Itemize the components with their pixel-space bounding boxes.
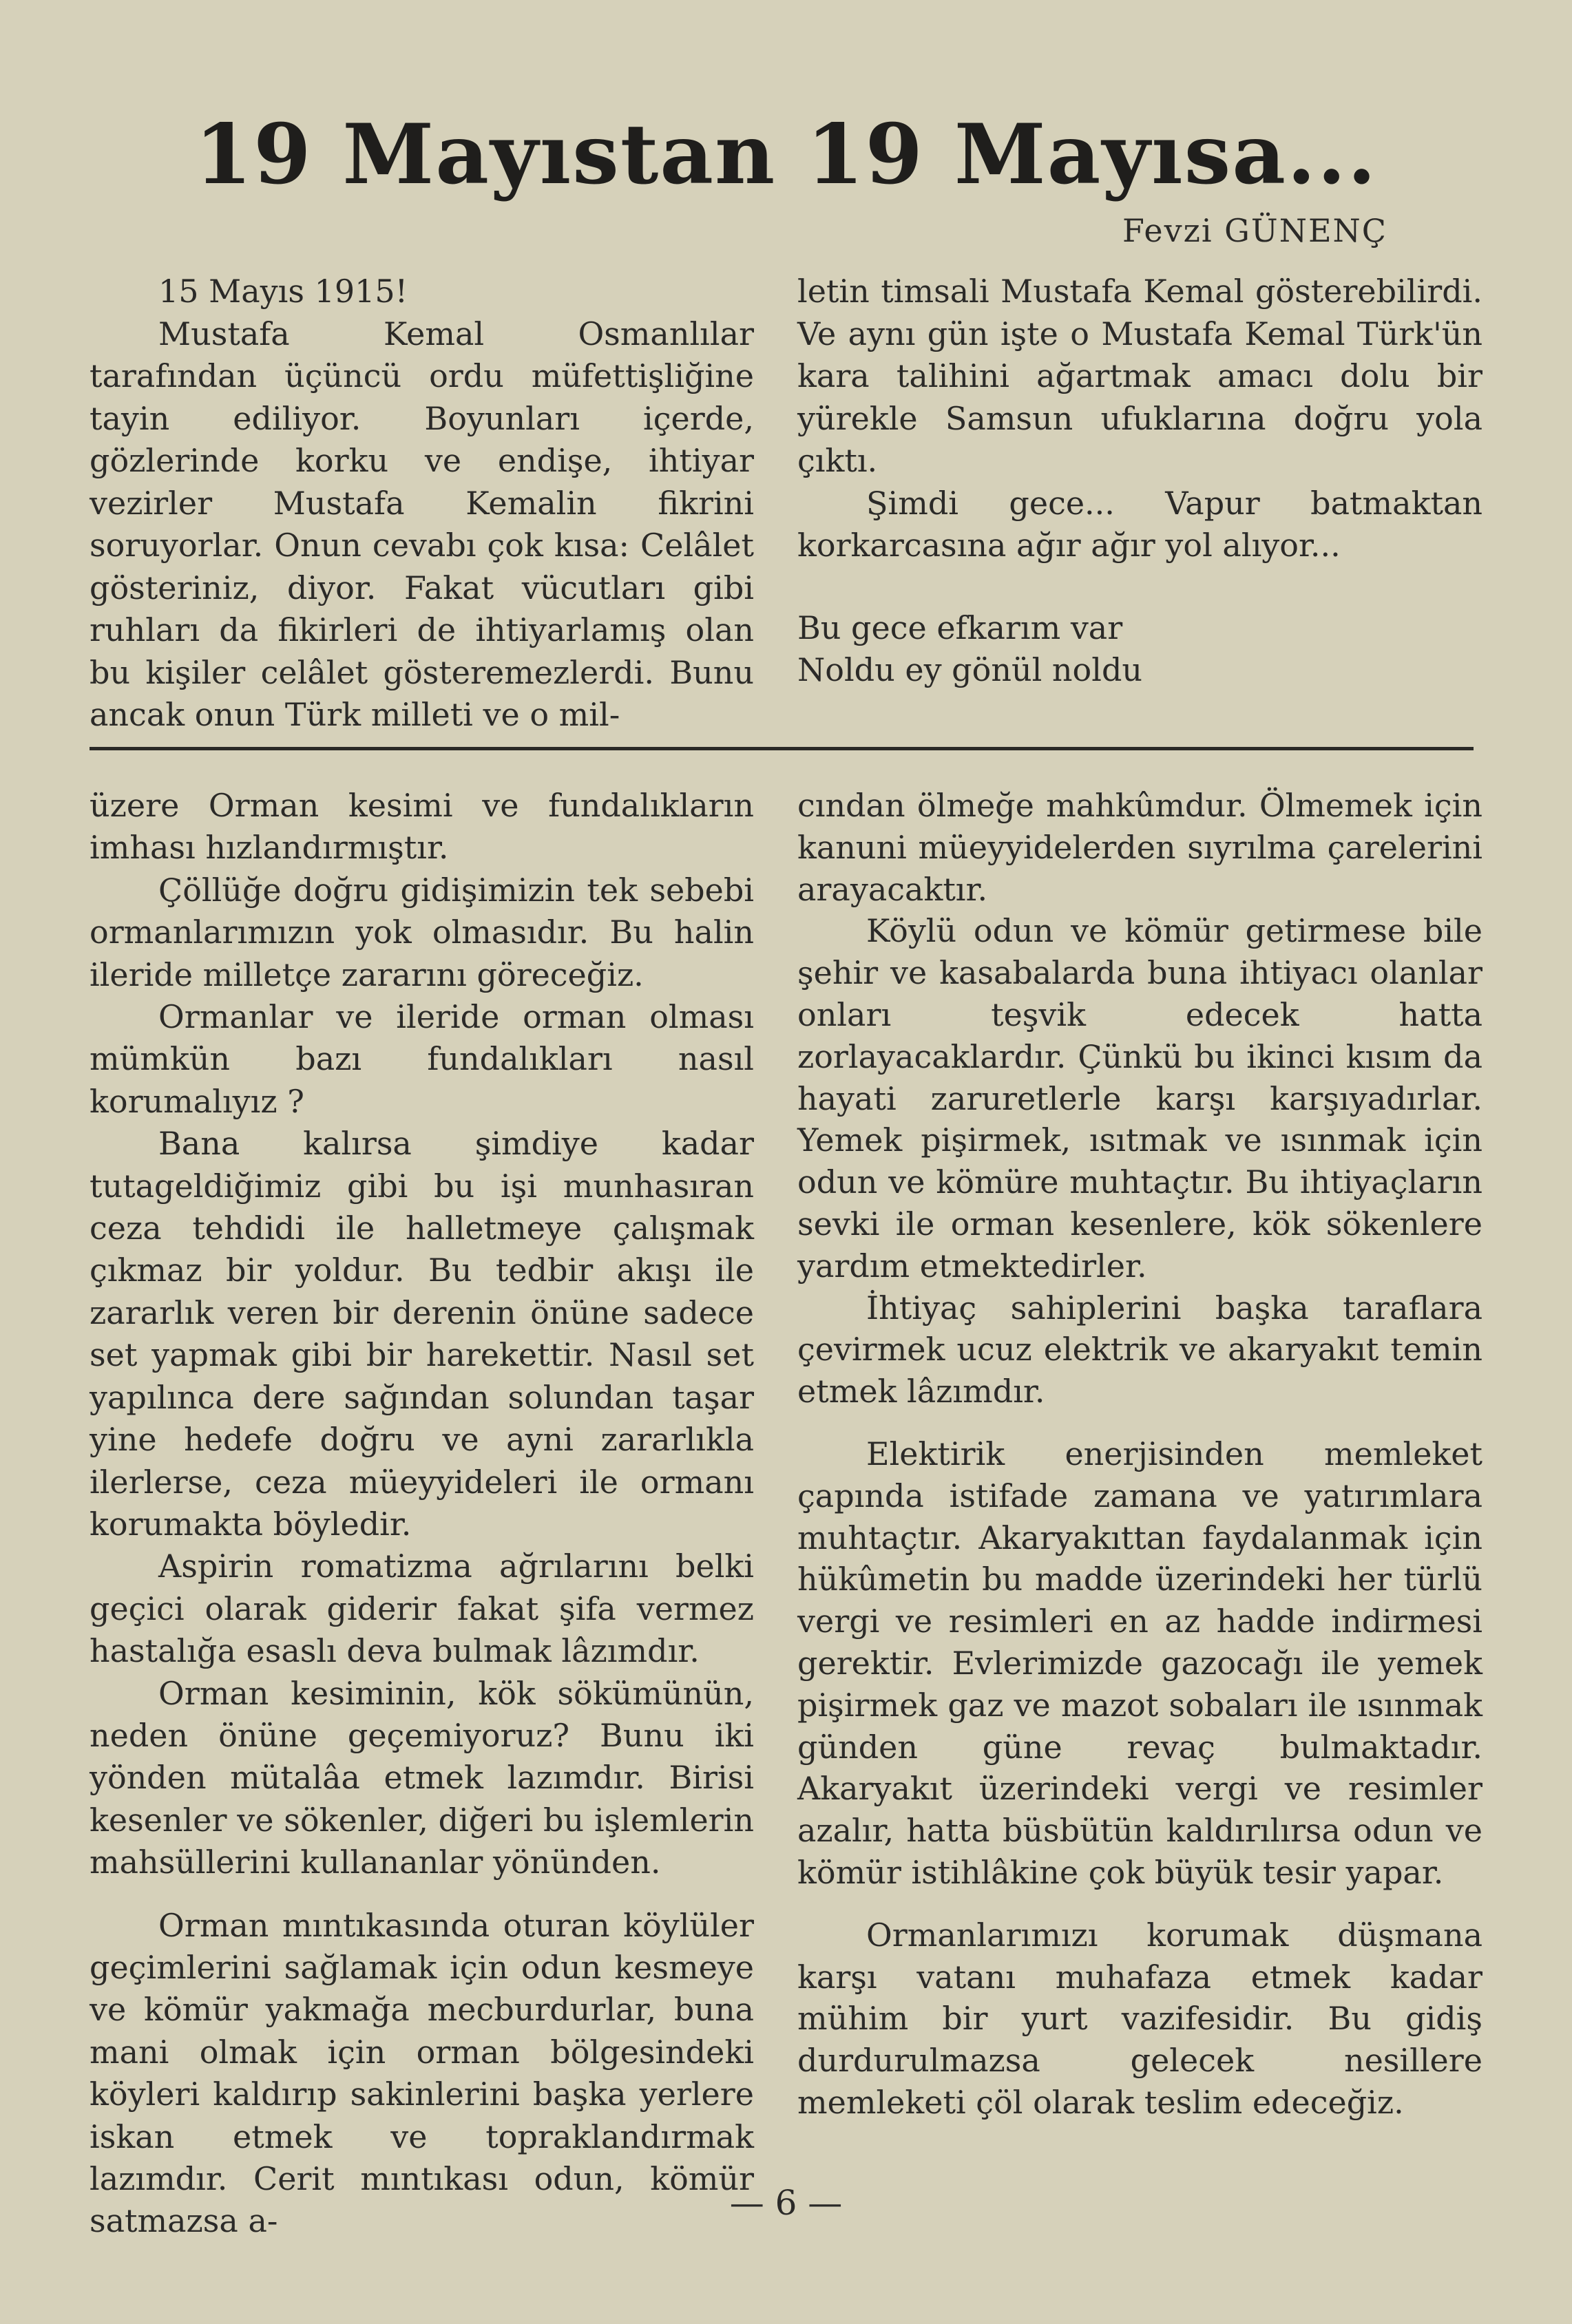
author-name: Fevzi GÜNENÇ — [1122, 212, 1387, 249]
body-paragraph: Çöllüğe doğru gidişimizin tek sebebi ormanlarımızın yok olmasıdır. Bu halin ileride milletçe zararını göreceğiz. — [90, 871, 754, 993]
body-paragraph: Ormanlarımızı korumak düşmana karşı vatanı muhafaza etmek kadar mühim bir yurt vazifesidir. Bu gidiş durdurulmazsa gelecek nesillere memleketi çöl olarak teslim edeceğiz. — [797, 1916, 1482, 2121]
body-paragraph: Köylü odun ve kömür getirmese bile şehir ve kasabalarda buna ihtiyacı olanlar onları teşvik edecek hatta zorlayacaklardır. Çünkü bu ikinci kısım da hayati zaruretlerle karşı karşıyadırlar. Yemek pişirmek, ısıtmak ve ısınmak için odun ve kömüre muhtaçtır. Bu ihtiyaçların sevki ile orman kesenlere, kök sökenlere yardım etmektedirler. — [797, 912, 1482, 1285]
song-line: Noldu ey gönül noldu — [797, 651, 1143, 688]
section-divider — [90, 747, 1474, 750]
body-column-right — [797, 785, 1482, 2124]
intro-column-left — [90, 271, 754, 737]
song-line: Bu gece efkarım var — [797, 609, 1123, 646]
body-paragraph: Orman mıntıkasında oturan köylüler geçimlerini sağlamak için odun kesmeye ve kömür yakmağa mecburdurlar, buna mani olmak için orman bölgesindeki köyleri kaldırıp sakinlerini başka yerlere iskan etmek ve topraklandırmak lazımdır. Cerit mıntıkası odun, kömür satmazsa a- — [90, 1906, 754, 2240]
page-number: — 6 — — [729, 2183, 843, 2223]
intro-date: 15 Mayıs 1915! — [158, 273, 408, 310]
intro-paragraph: Şimdi gece... Vapur batmaktan korkarcasına ağır ağır yol alıyor... — [797, 484, 1482, 564]
body-paragraph: cından ölmeğe mahkûmdur. Ölmemek için kanuni müeyyidelerden sıyrılma çarelerini arayacaktır. — [797, 787, 1482, 908]
body-paragraph: İhtiyaç sahiplerini başka taraflara çevirmek ucuz elektrik ve akaryakıt temin etmek lâzımdır. — [797, 1289, 1482, 1411]
body-paragraph: üzere Orman kesimi ve fundalıkların imhası hızlandırmıştır. — [90, 787, 754, 867]
body-column-left — [90, 785, 754, 2243]
intro-paragraph: Mustafa Kemal Osmanlılar tarafından üçüncü ordu müfettişliğine tayin ediliyor. Boyunları içerde, gözlerinde korku ve endişe, ihtiyar vezirler Mustafa Kemalin fikrini soruyorlar. Onun cevabı çok kısa: Celâlet gösteriniz, diyor. Fakat vücutları gibi ruhları da fikirleri de ihtiyarlamış olan bu kişiler celâlet gösteremezlerdi. Bunu ancak onun Türk milleti ve o mil- — [90, 315, 754, 733]
article-title: 19 Mayıstan 19 Mayısa... — [194, 106, 1378, 203]
body-paragraph: Elektirik enerjisinden memleket çapında istifade zamana ve yatırımlara muhtaçtır. Akaryakıttan faydalanmak için hükûmetin bu madde üzerindeki her türlü vergi ve resimleri en az hadde indirmesi gerektir. Evlerimizde gazocağı ile yemek pişirmek gaz ve mazot sobaları ile ısınmak günden güne revaç bulmaktadır. Akaryakıt üzerindeki vergi ve resimler azalır, hatta büsbütün kaldırılırsa odun ve kömür istihlâkine çok büyük tesir yapar. — [797, 1435, 1482, 1891]
body-paragraph: Ormanlar ve ileride orman olması mümkün bazı fundalıkları nasıl korumalıyız ? — [90, 998, 754, 1120]
body-paragraph: Orman kesiminin, kök sökümünün, neden önüne geçemiyoruz? Bunu iki yönden mütalâa etmek lazımdır. Birisi kesenler ve sökenler, diğeri bu işlemlerin mahsüllerini kullananlar yönünden. — [90, 1674, 754, 1881]
body-paragraph: Bana kalırsa şimdiye kadar tutageldiğimiz gibi bu işi munhasıran ceza tehdidi ile halletmeye çalışmak çıkmaz bir yoldur. Bu tedbir akışı ile zararlık veren bir derenin önüne sadece set yapmak gibi bir harekettir. Nasıl set yapılınca dere sağından solundan taşar yine hedefe doğru ve ayni zararlıkla ilerlerse, ceza müeyyideleri ile ormanı korumakta böyledir. — [90, 1125, 754, 1543]
intro-column-right — [797, 271, 1482, 692]
intro-paragraph: letin timsali Mustafa Kemal gösterebilirdi. Ve aynı gün işte o Mustafa Kemal Türk'ün kara talihini ağartmak amacı dolu bir yürekle Samsun ufuklarına doğru yola çıktı. — [797, 273, 1482, 479]
body-paragraph: Aspirin romatizma ağrılarını belki geçici olarak giderir fakat şifa vermez hastalığa esaslı deva bulmak lâzımdır. — [90, 1547, 754, 1670]
